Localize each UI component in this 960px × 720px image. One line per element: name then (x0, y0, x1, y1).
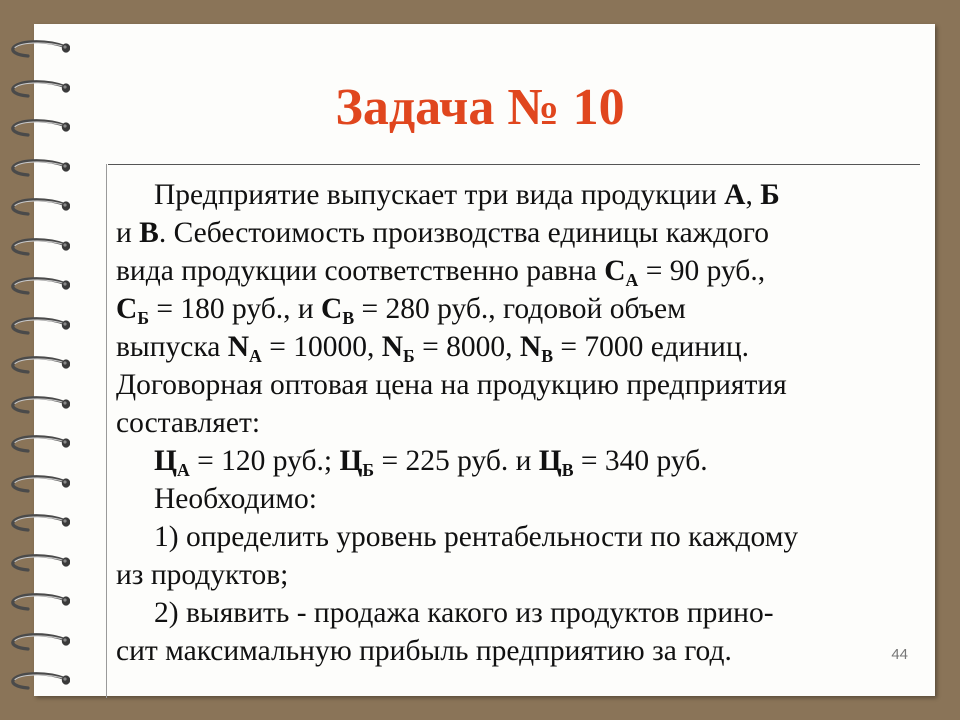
problem-line: Предприятие выпускает три вида продукции А, Б (154, 179, 780, 211)
binding-ring (8, 275, 70, 297)
binding-ring (8, 591, 70, 613)
problem-line: и В. Себестоимость производства единицы каждого (116, 217, 769, 249)
problem-line: Необходимо: (154, 483, 317, 515)
problem-line: вида продукции соответственно равна $С_А = 90$ руб., (116, 255, 766, 291)
problem-line: $С_Б = 180$ руб., и $С_В = 280$ руб., годовой объем (116, 293, 686, 329)
binding-ring (8, 236, 70, 258)
problem-line: сит максимальную прибыль предприятию за год. (116, 635, 732, 667)
binding-ring (8, 38, 70, 60)
problem-text (116, 176, 916, 670)
binding-ring (8, 670, 70, 692)
margin-line (106, 164, 107, 698)
problem-line: 2) выявить - продажа какого из продуктов прино- (154, 597, 774, 629)
problem-line: из продуктов; (116, 559, 289, 591)
problem-line: составляет: (116, 407, 261, 439)
binding-ring (8, 631, 70, 653)
problem-line: $Ц_А = 120$ руб.; $Ц_Б = 225$ руб. и $Ц_В = 340$ руб. (154, 445, 708, 481)
binding-ring (8, 315, 70, 337)
binding-ring (8, 473, 70, 495)
binding-ring (8, 394, 70, 416)
page-number: 44 (891, 646, 908, 663)
binding-ring (8, 433, 70, 455)
binding-ring (8, 354, 70, 376)
binding-ring (8, 512, 70, 534)
title-divider (108, 164, 920, 165)
binding-ring (8, 552, 70, 574)
slide-title: Задача № 10 (335, 79, 625, 136)
binding-ring (8, 196, 70, 218)
problem-line: 1) определить уровень рентабельности по каждому (154, 521, 799, 553)
problem-line: выпуска $N_А = 10000$, $N_Б = 8000$, $N_В = 7000$ единиц. (116, 331, 749, 367)
problem-line: Договорная оптовая цена на продукцию предприятия (116, 369, 787, 401)
binding-ring (8, 157, 70, 179)
